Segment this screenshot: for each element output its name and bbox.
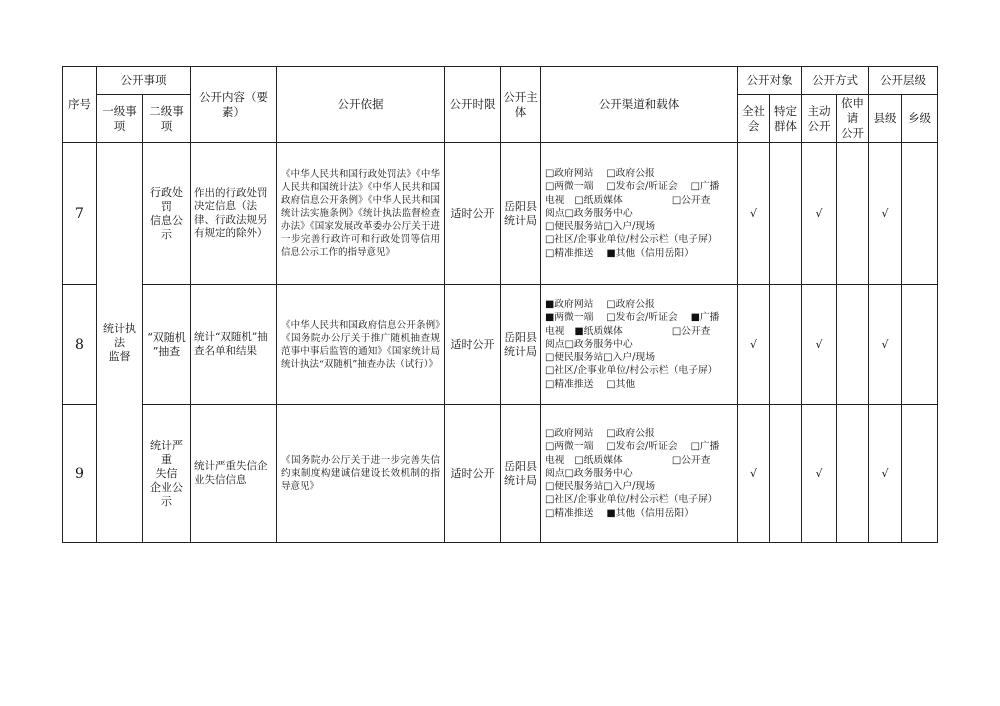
row-level-county: √ [869,405,902,543]
row-content: 统计“双随机”抽查名单和结果 [191,285,277,405]
channel-line: □便民服务站□入户/现场 [545,221,655,233]
row-seq: 7 [63,143,97,285]
row-content: 统计严重失信企业失信信息 [191,405,277,543]
row-level-township [902,143,938,285]
channel-line: □社区/企事业单位/村公示栏（电子屏） [545,494,718,506]
header-target-all: 全社 会 [738,95,770,143]
row-method-request [837,143,869,285]
channel-line: □社区/企事业单位/村公示栏（电子屏） [545,365,718,377]
row-level2: 行政处罚 信息公示 [143,143,191,285]
channel-line: ■两微一端 □发布会/听证会 ■广播 [545,312,720,324]
channel-line: □便民服务站□入户/现场 [545,481,655,493]
row-level-township [902,285,938,405]
row-channels [541,405,738,543]
channel-line: 电视 □纸质媒体 □公开查 [545,194,711,206]
header-channels: 公开渠道和载体 [541,67,738,143]
channel-line: □精准推送 ■其他（信用岳阳） [545,507,694,519]
level1-cell: 统计执法 监督 [97,143,143,543]
row-target-all: √ [738,405,770,543]
channel-line: □政府网站 □政府公报 [545,428,655,440]
row-channels [541,143,738,285]
row-level2: “双随机 ”抽查 [143,285,191,405]
header-method: 公开方式 [802,67,869,95]
row-target-specific [770,285,802,405]
header-content: 公开内容（要 素） [191,67,277,143]
header-basis: 公开依据 [277,67,445,143]
row-time-limit: 适时公开 [445,143,501,285]
row-target-specific [770,143,802,285]
row-level-county: √ [869,143,902,285]
header-level: 公开层级 [869,67,938,95]
channel-line: □精准推送 ■其他（信用岳阳） [545,247,694,259]
row-channels [541,285,738,405]
channel-line: 电视 □纸质媒体 □公开查 [545,454,711,466]
header-level2: 二级事 项 [143,95,191,143]
header-level1: 一级事 项 [97,95,143,143]
header-subject: 公开主 体 [501,67,541,143]
table-row [63,405,938,543]
row-target-all: √ [738,285,770,405]
row-basis: 《国务院办公厅关于进一步完善失信约束制度构建诚信建设长效机制的指导意见》 [277,405,445,543]
header-target-specific: 特定 群体 [770,95,802,143]
row-basis: 《中华人民共和国政府信息公开条例》《国务院办公厅关于推广随机抽查规范事中事后监管的通知》《国家统计局统计执法“双随机”抽查办法（试行）》 [277,285,445,405]
channel-line: □两微一端 □发布会/听证会 □广播 [545,441,720,453]
row-level2: 统计严重 失信 企业公示 [143,405,191,543]
row-subject: 岳阳县 统计局 [501,405,541,543]
header-time-limit: 公开时限 [445,67,501,143]
row-seq: 8 [63,285,97,405]
row-level-township [902,405,938,543]
row-method-request [837,285,869,405]
channel-line: ■政府网站 □政府公报 [545,299,655,311]
channel-line: □两微一端 □发布会/听证会 □广播 [545,181,720,193]
channel-line: □政府网站 □政府公报 [545,168,655,180]
disclosure-table [62,66,938,543]
row-content: 作出的行政处罚决定信息（法律、行政法规另有规定的除外） [191,143,277,285]
header-level-county: 县级 [869,95,902,143]
row-seq: 9 [63,405,97,543]
header-method-active: 主动 公开 [802,95,837,143]
channel-line: 阅点□政务服务中心 [545,207,633,219]
row-subject: 岳阳县 统计局 [501,143,541,285]
row-target-all: √ [738,143,770,285]
header-seq: 序号 [63,67,97,143]
row-time-limit: 适时公开 [445,285,501,405]
channel-line: 阅点□政务服务中心 [545,467,633,479]
channel-line: 电视 ■纸质媒体 □公开查 [545,325,711,337]
header-method-request: 依申 请 公开 [837,95,869,143]
row-subject: 岳阳县 统计局 [501,285,541,405]
row-method-active: √ [802,143,837,285]
header-target: 公开对象 [738,67,802,95]
channel-line: □便民服务站□入户/现场 [545,352,655,364]
channel-line: □社区/企事业单位/村公示栏（电子屏） [545,234,718,246]
row-basis: 《中华人民共和国行政处罚法》《中华人民共和国统计法》《中华人民共和国政府信息公开条例》《中华人民共和国统计法实施条例》《统计执法监督检查办法》《国家发展改革委办公厅关于进一步完善行政许可和行政处罚等信用信息公示工作的指导意见》 [277,143,445,285]
row-level-county: √ [869,285,902,405]
channel-line: □精准推送 □其他 [545,378,636,390]
channel-line: 阅点□政务服务中心 [545,338,633,350]
header-level-township: 乡级 [902,95,938,143]
row-method-active: √ [802,405,837,543]
header-matters: 公开事项 [97,67,191,95]
table-row [63,143,938,285]
row-target-specific [770,405,802,543]
row-method-active: √ [802,285,837,405]
table-row [63,285,938,405]
row-time-limit: 适时公开 [445,405,501,543]
row-method-request [837,405,869,543]
